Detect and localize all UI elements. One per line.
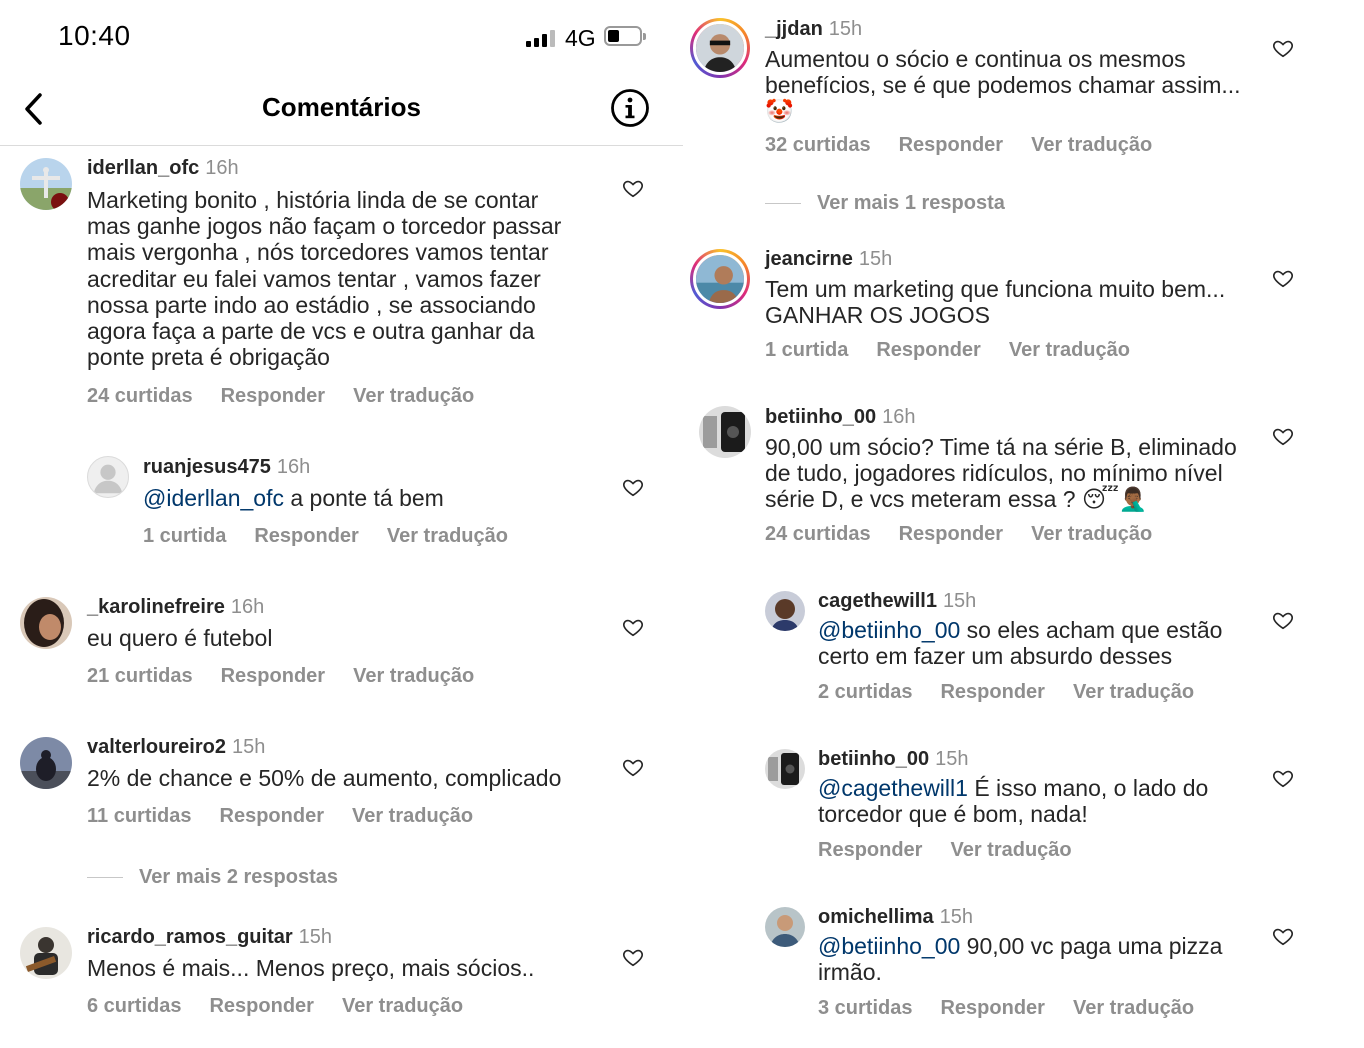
like-heart-icon[interactable] bbox=[1272, 609, 1294, 631]
likes-count[interactable]: 6 curtidas bbox=[87, 995, 182, 1017]
reply-button[interactable]: Responder bbox=[940, 997, 1045, 1019]
translate-button[interactable]: Ver tradução bbox=[1031, 523, 1153, 545]
like-heart-icon[interactable] bbox=[622, 616, 644, 638]
comment-username[interactable]: iderllan_ofc 16h bbox=[87, 157, 239, 179]
like-heart-icon[interactable] bbox=[1272, 37, 1294, 59]
comment-username[interactable]: ricardo_ramos_guitar 15h bbox=[87, 926, 333, 948]
comment-text: @cagethewill1 É isso mano, o lado do torcedor que é bom, nada! bbox=[818, 775, 1209, 828]
comment-actions bbox=[87, 385, 502, 408]
reply-button[interactable]: Responder bbox=[220, 665, 326, 687]
avatar-story-ring[interactable] bbox=[690, 249, 750, 309]
comment-actions bbox=[818, 681, 1222, 704]
likes-count[interactable]: 24 curtidas bbox=[765, 523, 871, 545]
likes-count[interactable]: 3 curtidas bbox=[818, 997, 913, 1019]
avatar[interactable] bbox=[765, 907, 805, 947]
comment-time: 16h bbox=[276, 456, 311, 478]
likes-count[interactable]: 32 curtidas bbox=[765, 134, 871, 156]
comment-username[interactable]: ruanjesus475 16h bbox=[143, 456, 311, 478]
reply-button[interactable]: Responder bbox=[818, 839, 923, 861]
mention-link[interactable]: @betiinho_00 bbox=[818, 933, 961, 959]
likes-count[interactable]: 11 curtidas bbox=[87, 805, 192, 827]
comment-time: 16h bbox=[882, 406, 916, 428]
comment-time: 16h bbox=[230, 596, 265, 618]
translate-button[interactable]: Ver tradução bbox=[1072, 997, 1195, 1019]
header-divider bbox=[0, 145, 683, 146]
comment-actions bbox=[143, 525, 536, 548]
comment-username[interactable]: omichellima 15h bbox=[818, 906, 973, 928]
battery-icon bbox=[604, 26, 642, 46]
translate-button[interactable]: Ver tradução bbox=[1072, 681, 1195, 703]
comment-text: Marketing bonito , história linda de se contar mas ganhe jogos não façam o torcedor passar mais vergonha , nós torcedores vamos tentar acreditar eu falei vamos tentar , vamos fazer nossa parte indo ao estádio , se associando agora faça a parte de vcs e outra ganhar da ponte preta é obrigação bbox=[87, 187, 562, 371]
comment-text: @iderllan_ofc a ponte tá bem bbox=[143, 485, 444, 511]
reply-button[interactable]: Responder bbox=[220, 385, 326, 407]
comment-actions bbox=[87, 805, 501, 828]
comment-actions bbox=[765, 523, 1180, 546]
view-more-replies[interactable]: Ver mais 1 resposta bbox=[765, 192, 1005, 215]
comment-time: 15h bbox=[231, 736, 266, 758]
comment-username[interactable]: _karolinefreire 16h bbox=[87, 596, 265, 618]
like-heart-icon[interactable] bbox=[622, 946, 644, 968]
comment-text: 90,00 um sócio? Time tá na série B, eliminado de tudo, jogadores ridículos, no mínimo nível série D, e vcs meteram essa ? 😴🤦🏾‍♂️ bbox=[765, 434, 1237, 513]
comment-text: Aumentou o sócio e continua os mesmos benefícios, se é que podemos chamar assim... 🤡 bbox=[765, 46, 1241, 125]
like-heart-icon[interactable] bbox=[1272, 267, 1294, 289]
comment-time: 15h bbox=[298, 926, 333, 948]
view-more-replies[interactable]: Ver mais 2 respostas bbox=[87, 866, 338, 889]
comment-username[interactable]: _jjdan 15h bbox=[765, 18, 863, 40]
likes-count[interactable]: 1 curtida bbox=[143, 525, 227, 547]
comment-actions bbox=[818, 997, 1222, 1020]
likes-count[interactable]: 2 curtidas bbox=[818, 681, 913, 703]
like-heart-icon[interactable] bbox=[622, 177, 644, 199]
comment-username[interactable]: valterloureiro2 15h bbox=[87, 736, 266, 758]
translate-button[interactable]: Ver tradução bbox=[1008, 339, 1130, 361]
like-heart-icon[interactable] bbox=[1272, 425, 1294, 447]
comment-time: 16h bbox=[205, 157, 239, 179]
reply-button[interactable]: Responder bbox=[209, 995, 314, 1017]
comment-username[interactable]: betiinho_00 16h bbox=[765, 406, 916, 428]
translate-button[interactable]: Ver tradução bbox=[351, 805, 474, 827]
comment-text: eu quero é futebol bbox=[87, 625, 273, 651]
likes-count[interactable]: 24 curtidas bbox=[87, 385, 193, 407]
page-title: Comentários bbox=[262, 92, 421, 122]
comment-time: 15h bbox=[935, 748, 969, 770]
avatar[interactable] bbox=[765, 749, 805, 789]
likes-count[interactable]: 21 curtidas bbox=[87, 665, 193, 687]
avatar[interactable] bbox=[699, 406, 751, 458]
comment-actions bbox=[87, 665, 502, 688]
comment-time: 15h bbox=[858, 248, 893, 270]
comment-username[interactable]: betiinho_00 15h bbox=[818, 748, 969, 770]
comment-text: @betiinho_00 90,00 vc paga uma pizza irmão. bbox=[818, 933, 1223, 986]
comment-username[interactable]: jeancirne 15h bbox=[765, 248, 893, 270]
likes-count[interactable]: 1 curtida bbox=[765, 339, 849, 361]
comment-text: Tem um marketing que funciona muito bem... GANHAR OS JOGOS bbox=[765, 276, 1226, 329]
like-heart-icon[interactable] bbox=[622, 476, 644, 498]
comment-actions bbox=[818, 839, 1100, 862]
network-type: 4G bbox=[565, 25, 596, 51]
translate-button[interactable]: Ver tradução bbox=[1031, 134, 1153, 156]
comment-time: 15h bbox=[939, 906, 973, 928]
comment-text: @betiinho_00 so eles acham que estão certo em fazer um absurdo desses bbox=[818, 617, 1223, 670]
translate-button[interactable]: Ver tradução bbox=[950, 839, 1072, 861]
comment-text: Menos é mais... Menos preço, mais sócios.. bbox=[87, 955, 535, 981]
comment-time: 15h bbox=[942, 590, 977, 612]
mention-link[interactable]: @betiinho_00 bbox=[818, 617, 961, 643]
like-heart-icon[interactable] bbox=[1272, 767, 1294, 789]
info-icon[interactable] bbox=[610, 88, 650, 128]
comment-actions bbox=[87, 995, 491, 1018]
avatar[interactable] bbox=[765, 591, 805, 631]
status-time: 10:40 bbox=[58, 20, 131, 51]
translate-button[interactable]: Ver tradução bbox=[353, 385, 475, 407]
avatar[interactable] bbox=[20, 927, 72, 979]
reply-button[interactable]: Responder bbox=[940, 681, 1045, 703]
comment-actions bbox=[765, 339, 1158, 362]
cellular-signal-icon bbox=[526, 30, 555, 47]
reply-button[interactable]: Responder bbox=[898, 134, 1004, 156]
comment-time: 15h bbox=[828, 18, 863, 40]
comment-actions bbox=[765, 134, 1180, 157]
avatar-story-ring[interactable] bbox=[690, 18, 750, 78]
mention-link[interactable]: @cagethewill1 bbox=[818, 775, 968, 801]
translate-button[interactable]: Ver tradução bbox=[386, 525, 508, 547]
translate-button[interactable]: Ver tradução bbox=[341, 995, 464, 1017]
translate-button[interactable]: Ver tradução bbox=[353, 665, 475, 687]
reply-button[interactable]: Responder bbox=[254, 525, 359, 547]
avatar[interactable] bbox=[20, 737, 72, 789]
like-heart-icon[interactable] bbox=[622, 756, 644, 778]
avatar[interactable] bbox=[20, 158, 72, 210]
reply-button[interactable]: Responder bbox=[219, 805, 324, 827]
reply-button[interactable]: Responder bbox=[876, 339, 981, 361]
avatar-default[interactable] bbox=[87, 456, 129, 498]
reply-button[interactable]: Responder bbox=[898, 523, 1004, 545]
like-heart-icon[interactable] bbox=[1272, 925, 1294, 947]
comment-text: 2% de chance e 50% de aumento, complicado bbox=[87, 765, 562, 791]
comment-username[interactable]: cagethewill1 15h bbox=[818, 590, 977, 612]
avatar[interactable] bbox=[20, 597, 72, 649]
mention-link[interactable]: @iderllan_ofc bbox=[143, 485, 284, 511]
